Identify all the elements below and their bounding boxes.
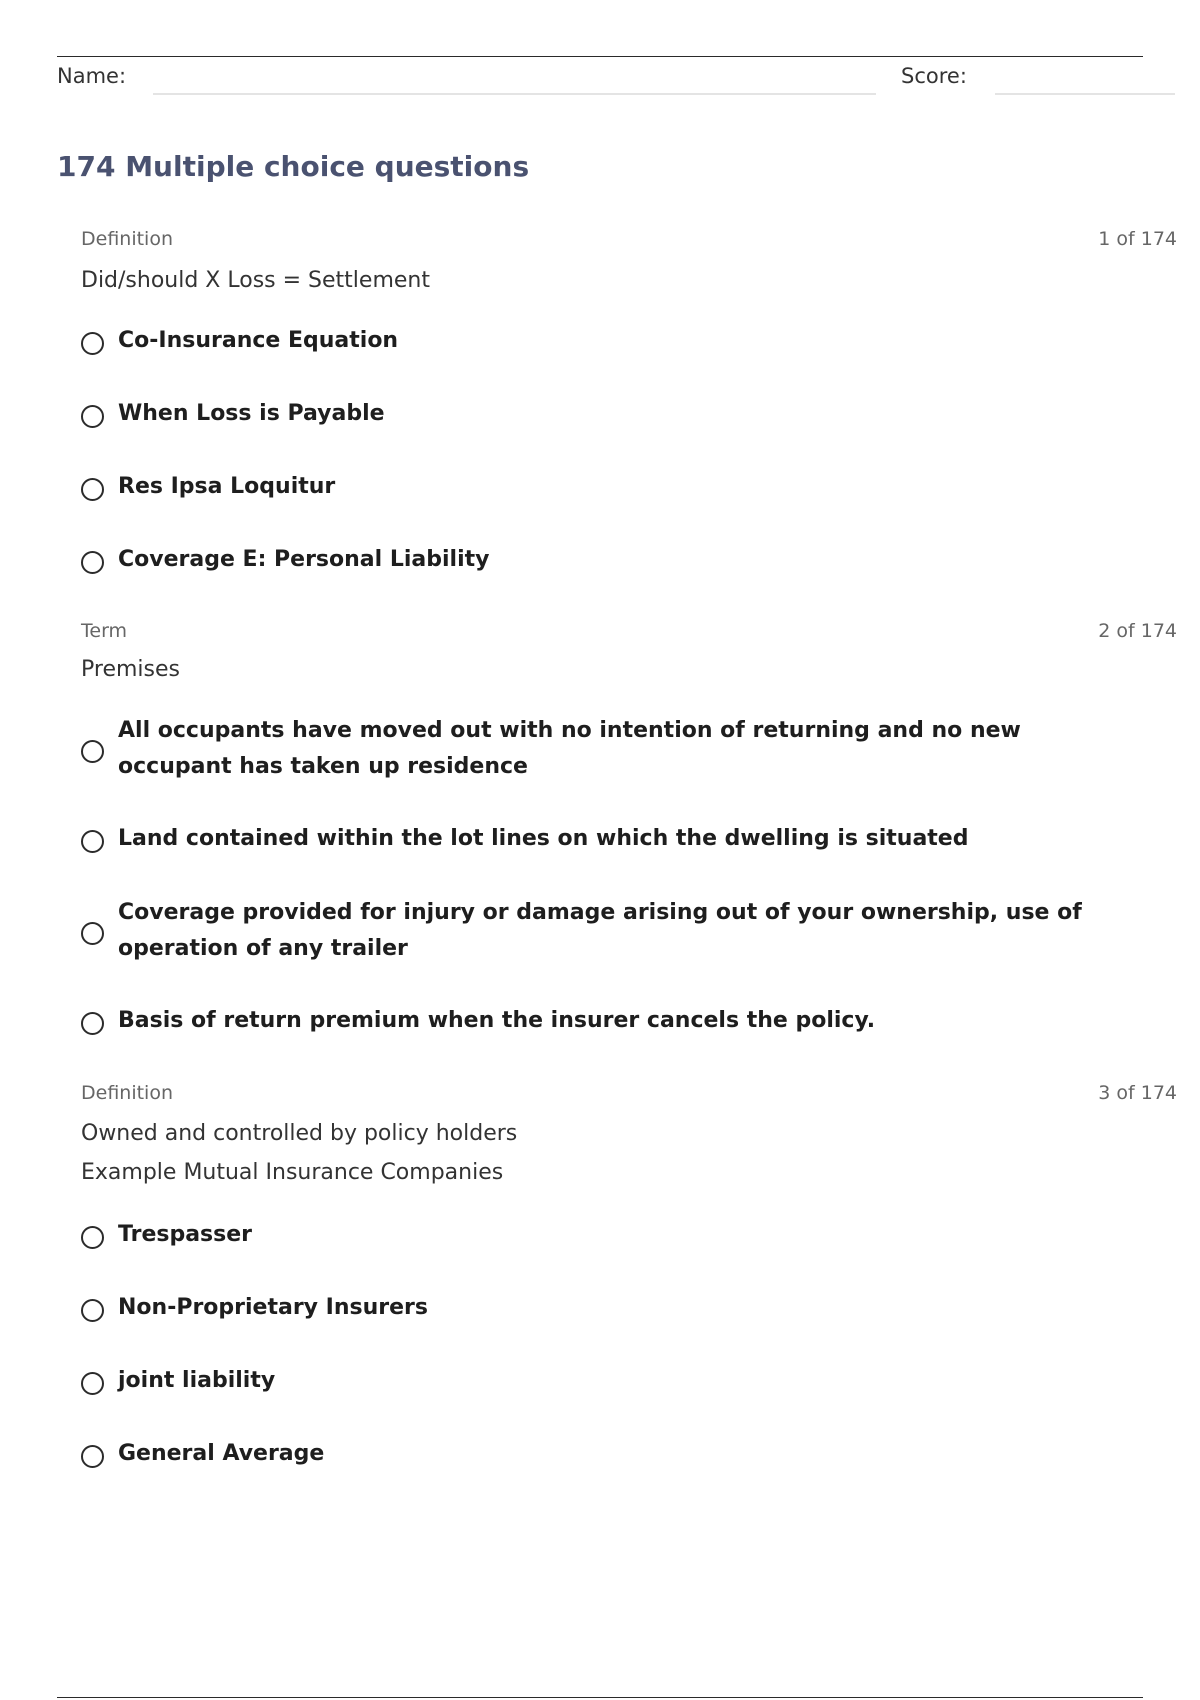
radio-button-icon[interactable] [81,1445,104,1468]
radio-button-icon[interactable] [81,478,104,501]
name-field[interactable] [153,93,876,95]
score-field[interactable] [995,93,1175,95]
question-prompt: Premises [81,657,180,682]
option-label: Basis of return premium when the insurer cancels the policy. [118,1008,876,1033]
question-counter: 1 of 174 [1098,228,1177,250]
radio-button-icon[interactable] [81,830,104,853]
radio-button-icon[interactable] [81,332,104,355]
option-label: Trespasser [118,1222,253,1247]
option-label: Res Ipsa Loquitur [118,474,336,499]
option-label: joint liability [118,1368,276,1393]
question-counter: 3 of 174 [1098,1082,1177,1104]
top-rule [57,56,1143,57]
question-prompt-line-2: Example Mutual Insurance Companies [81,1160,504,1185]
question-kind: Term [81,620,128,642]
radio-button-icon[interactable] [81,551,104,574]
score-label: Score: [901,64,967,88]
question-counter: 2 of 174 [1098,620,1177,642]
question-prompt: Owned and controlled by policy holders [81,1121,518,1146]
radio-button-icon[interactable] [81,1012,104,1035]
header-row [57,62,1177,102]
option-label: When Loss is Payable [118,401,385,426]
bottom-rule [57,1697,1143,1698]
radio-button-icon[interactable] [81,1372,104,1395]
name-label: Name: [57,64,127,88]
radio-button-icon[interactable] [81,922,104,945]
option-label: Coverage E: Personal Liability [118,547,490,572]
radio-button-icon[interactable] [81,1226,104,1249]
question-kind: Definition [81,228,174,250]
option-label: All occupants have moved out with no intention of returning and no new occupant has taken up residence [118,718,1021,779]
radio-button-icon[interactable] [81,740,104,763]
radio-button-icon[interactable] [81,1299,104,1322]
option-label: Land contained within the lot lines on which the dwelling is situated [118,826,969,851]
option-label: Non-Proprietary Insurers [118,1295,428,1320]
option-label: Co-Insurance Equation [118,328,399,353]
question-kind: Definition [81,1082,174,1104]
page-title: 174 Multiple choice questions [57,150,530,183]
radio-button-icon[interactable] [81,405,104,428]
option-label: General Average [118,1441,325,1466]
option-label: Coverage provided for injury or damage arising out of your ownership, use of operation of any trailer [118,900,1082,961]
question-prompt: Did/should X Loss = Settlement [81,268,430,293]
